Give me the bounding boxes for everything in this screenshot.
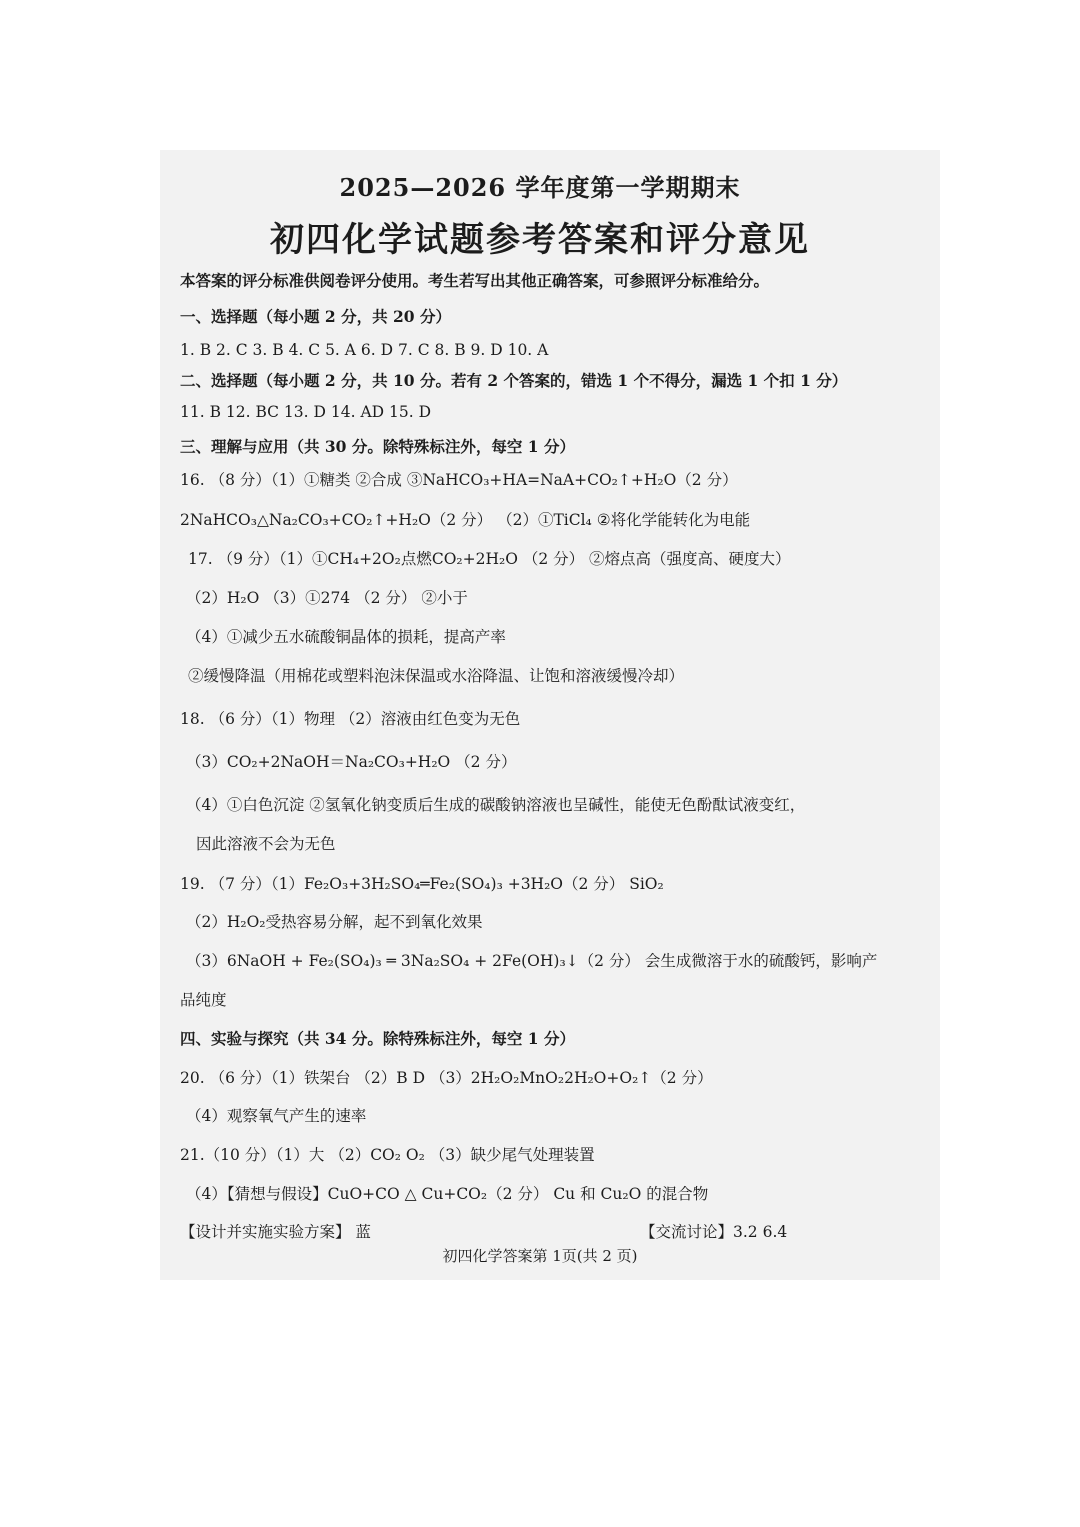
section-3-heading: 三、理解与应用（共 30 分。除特殊标注外，每空 1 分） — [180, 437, 575, 456]
q20-line-1: 20. （6 分）（1）铁架台 （2）B D （3）2H₂O₂MnO₂2H₂O+O₂↑（2 分） — [180, 1069, 713, 1087]
q17-line-4: ②缓慢降温（用棉花或塑料泡沫保温或水浴降温、让饱和溶液缓慢冷却） — [188, 667, 685, 685]
q18-line-3: （4）①白色沉淀 ②氢氧化钠变质后生成的碳酸钠溶液也呈碱性，能使无色酚酞试液变红， — [186, 796, 806, 814]
q21-line-2: （4）【猜想与假设】CuO+CO △ Cu+CO₂（2 分） Cu 和 Cu₂O 的混合物 — [186, 1185, 709, 1203]
q20-line-2: （4）观察氧气产生的速率 — [186, 1107, 367, 1125]
exam-term-title: 2025—2026 学年度第一学期期末 — [339, 173, 741, 202]
q18-line-1: 18. （6 分）（1）物理 （2）溶液由红色变为无色 — [180, 710, 521, 728]
q21-line-3-left: 【设计并实施实验方案】 蓝 — [180, 1223, 371, 1241]
section-1-answers: 1. B 2. C 3. B 4. C 5. A 6. D 7. C 8. B 9. D 10. A — [180, 341, 549, 359]
grading-note: 本答案的评分标准供阅卷评分使用。考生若写出其他正确答案，可参照评分标准给分。 — [180, 271, 770, 290]
section-2-heading: 二、选择题（每小题 2 分，共 10 分。若有 2 个答案的，错选 1 个不得分，漏选 1 个扣 1 分） — [180, 371, 848, 390]
q18-line-4: 因此溶液不会为无色 — [196, 835, 336, 853]
q19-line-3: （3）6NaOH + Fe₂(SO₄)₃ ═ 3Na₂SO₄ + 2Fe(OH)₃↓（2 分） 会生成微溶于水的硫酸钙，影响产 — [186, 952, 878, 970]
section-2-answers: 11. B 12. BC 13. D 14. AD 15. D — [180, 403, 431, 421]
q19-line-4: 品纯度 — [180, 991, 227, 1009]
q21-line-3-right: 【交流讨论】3.2 6.4 — [640, 1223, 788, 1241]
page-footer: 初四化学答案第 1页(共 2 页) — [442, 1247, 638, 1265]
q16-line-1: 16. （8 分）（1）①糖类 ②合成 ③NaHCO₃+HA=NaA+CO₂↑+H₂O（2 分） — [180, 471, 738, 489]
q18-line-2: （3）CO₂+2NaOH＝Na₂CO₃+H₂O （2 分） — [186, 753, 517, 771]
section-1-heading: 一、选择题（每小题 2 分，共 20 分） — [180, 307, 451, 326]
q21-line-1: 21.（10 分）（1）大 （2）CO₂ O₂ （3）缺少尾气处理装置 — [180, 1146, 595, 1164]
q19-line-2: （2）H₂O₂受热容易分解，起不到氧化效果 — [186, 913, 483, 931]
q16-line-2: 2NaHCO₃△Na₂CO₃+CO₂↑+H₂O（2 分） （2）①TiCl₄ ②将化学能转化为电能 — [180, 511, 751, 529]
q17-line-2: （2）H₂O （3）①274 （2 分） ②小于 — [186, 589, 468, 607]
q19-line-1: 19. （7 分）（1）Fe₂O₃+3H₂SO₄═Fe₂(SO₄)₃ +3H₂O（2 分） SiO₂ — [180, 875, 664, 893]
q17-line-3: （4）①减少五水硫酸铜晶体的损耗，提高产率 — [186, 628, 506, 646]
answer-key-title: 初四化学试题参考答案和评分意见 — [270, 220, 810, 260]
q17-line-1: 17. （9 分）（1）①CH₄+2O₂点燃CO₂+2H₂O （2 分） ②熔点高（强度高、硬度大） — [188, 550, 791, 568]
section-4-heading: 四、实验与探究（共 34 分。除特殊标注外，每空 1 分） — [180, 1029, 575, 1048]
